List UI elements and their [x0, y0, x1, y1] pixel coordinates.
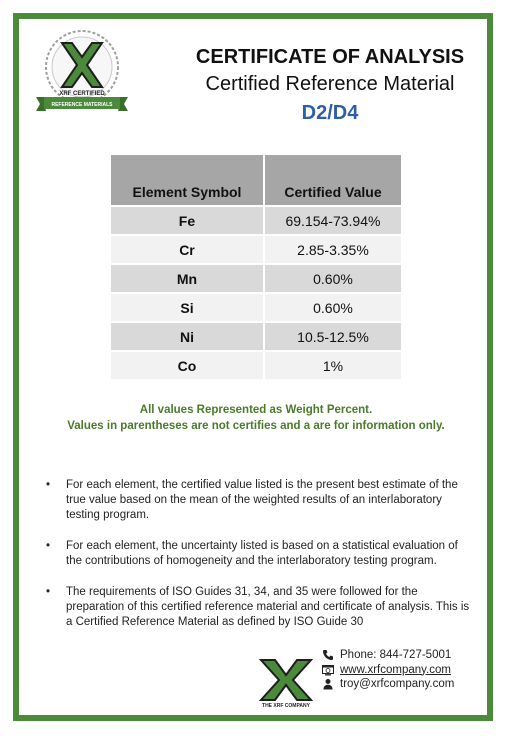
email-address[interactable]: troy@xrfcompany.com	[340, 678, 455, 690]
footer-company-text: THE XRF COMPANY	[262, 703, 310, 708]
table-header-row	[111, 155, 401, 206]
certified-value: 2.85-3.35%	[264, 235, 401, 264]
list-item: • The requirements of ISO Guides 31, 34, and 35 were followed for the preparation of this certified reference material and certificate of analysis. This is a Certified Reference Material as defined by ISO Guide 30	[40, 585, 476, 630]
table-row	[111, 293, 401, 322]
list-item: • For each element, the uncertainty listed is based on a statistical evaluation of the contributions of homogeneity and the interlaboratory testing program.	[40, 539, 476, 569]
weight-percent-note: All values Represented as Weight Percent.	[139, 404, 373, 416]
xrf-certified-logo	[34, 27, 130, 115]
material-code: D2/D4	[301, 102, 359, 124]
element-symbol: Co	[111, 351, 264, 379]
phone-number: Phone: 844-727-5001	[340, 649, 452, 661]
element-symbol: Mn	[111, 264, 264, 293]
email-row	[322, 677, 454, 691]
certified-value: 1%	[264, 351, 401, 379]
certified-value: 0.60%	[264, 264, 401, 293]
title-block	[180, 44, 480, 128]
table-row	[111, 322, 401, 351]
header-certified-value: Certified Value	[264, 155, 401, 206]
header-element-symbol: Element Symbol	[111, 155, 264, 206]
certified-value: 0.60%	[264, 293, 401, 322]
table-row	[111, 206, 401, 235]
xrf-company-logo	[257, 658, 315, 708]
web-icon	[322, 664, 334, 676]
website-row	[322, 663, 454, 677]
parentheses-note: Values in parentheses are not certifies and a are for information only.	[67, 420, 445, 432]
logo-ribbon-text: REFERENCE MATERIALS	[51, 102, 113, 108]
phone-row	[322, 648, 454, 662]
element-symbol: Fe	[111, 206, 264, 235]
website-link[interactable]: www.xrfcompany.com	[340, 663, 451, 676]
person-icon	[322, 678, 334, 690]
certified-value: 10.5-12.5%	[264, 322, 401, 351]
contact-info	[322, 648, 454, 692]
element-symbol: Ni	[111, 322, 264, 351]
certified-value: 69.154-73.94%	[264, 206, 401, 235]
table-row	[111, 351, 401, 379]
phone-icon	[322, 649, 334, 661]
logo-top-text: XRF CERTIFIED	[59, 91, 105, 97]
list-item: • For each element, the certified value listed is the present best estimate of the true value based on the mean of the weighted results of an interlaboratory testing program.	[40, 478, 476, 523]
info-bullet-list	[40, 478, 476, 646]
certified-values-table	[111, 155, 401, 379]
table-row	[111, 235, 401, 264]
element-symbol: Si	[111, 293, 264, 322]
table-row	[111, 264, 401, 293]
page-subtitle: Certified Reference Material	[205, 73, 455, 95]
page-title: CERTIFICATE OF ANALYSIS	[195, 46, 465, 68]
element-symbol: Cr	[111, 235, 264, 264]
